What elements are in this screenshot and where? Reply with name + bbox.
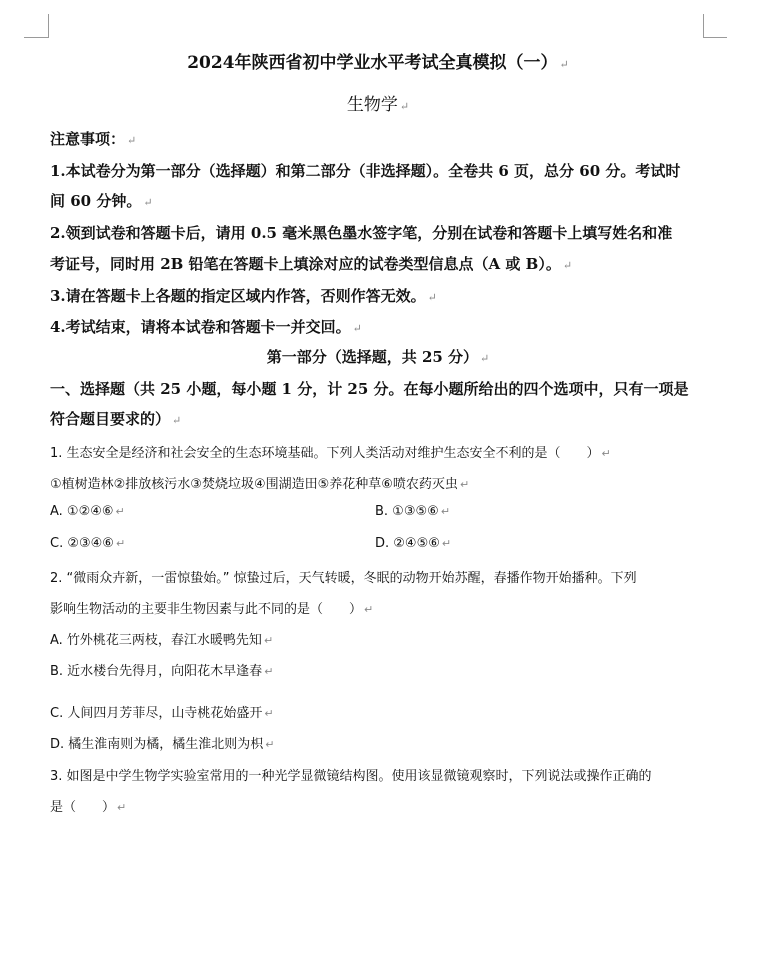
- paragraph-mark: ↵: [440, 505, 451, 518]
- question-3-stem-line-1: 3. 如图是中学生物学实验室常用的一种光学显微镜结构图。使用该显微镜观察时，下列说法或操作正确的: [50, 769, 652, 784]
- crop-mark-top-left-horizontal: [24, 37, 48, 38]
- exam-subject: 生物学 ↵: [346, 95, 410, 115]
- question-2-stem-line-1: 2. “微雨众卉新，一雷惊蛰始。” 惊蛰过后，天气转暖，冬眠的动物开始苏醒，春播作物开始播种。下列: [50, 571, 637, 586]
- paragraph-mark: ↵: [115, 537, 126, 550]
- question-1-option-b: B. ①③⑤⑥ ↵: [375, 504, 451, 519]
- notice-item-2-line-1: 2.领到试卷和答题卡后，请用 0.5 毫米黑色墨水签字笔，分别在试卷和答题卡上填写姓名和准: [50, 224, 673, 242]
- notice-item-4: 4.考试结束，请将本试卷和答题卡一并交回。 ↵: [50, 318, 362, 336]
- question-2-stem-line-2: 影响生物活动的主要非生物因素与此不同的是（ ） ↵: [50, 602, 374, 617]
- question-1-option-a: A. ①②④⑥ ↵: [50, 504, 125, 519]
- question-2-option-a: A. 竹外桃花三两枝，春江水暖鸭先知 ↵: [50, 633, 274, 648]
- paragraph-mark: ↵: [441, 537, 452, 550]
- notice-item-2-line-2: 考证号，同时用 2B 铅笔在答题卡上填涂对应的试卷类型信息点（A 或 B）。 ↵: [50, 255, 573, 273]
- paragraph-mark: ↵: [601, 447, 611, 460]
- paragraph-mark: ↵: [263, 634, 274, 647]
- paragraph-mark: ↵: [562, 259, 573, 272]
- notice-heading: 注意事项： ↵: [50, 130, 137, 148]
- paragraph-mark: ↵: [364, 603, 374, 616]
- paragraph-mark: ↵: [264, 665, 274, 678]
- question-1-option-c: C. ②③④⑥ ↵: [50, 536, 126, 551]
- paragraph-mark: ↵: [559, 58, 569, 71]
- paragraph-mark: ↵: [264, 707, 274, 720]
- crop-mark-top-right-vertical: [703, 14, 704, 38]
- part-one-heading: 第一部分（选择题，共 25 分） ↵: [266, 348, 490, 366]
- paragraph-mark: ↵: [172, 414, 182, 427]
- paragraph-mark: ↵: [127, 134, 137, 147]
- section-instructions-line-1: 一、选择题（共 25 小题，每小题 1 分，计 25 分。在每小题所给出的四个选项中，只有一项是: [50, 380, 689, 398]
- question-1-stem: 1. 生态安全是经济和社会安全的生态环境基础。下列人类活动对维护生态安全不利的是（ ） ↵: [50, 446, 611, 461]
- paragraph-mark: ↵: [143, 196, 153, 209]
- question-2-option-d: D. 橘生淮南则为橘，橘生淮北则为枳 ↵: [50, 737, 275, 752]
- notice-item-1-line-2: 间 60 分钟。 ↵: [50, 192, 153, 210]
- paragraph-mark: ↵: [352, 322, 362, 335]
- question-2-option-c: C. 人间四月芳菲尽，山寺桃花始盛开 ↵: [50, 706, 274, 721]
- paragraph-mark: ↵: [265, 738, 275, 751]
- notice-item-3: 3.请在答题卡上各题的指定区域内作答，否则作答无效。 ↵: [50, 287, 437, 305]
- crop-mark-top-right-horizontal: [703, 37, 727, 38]
- paragraph-mark: ↵: [459, 478, 470, 491]
- question-3-stem-line-2: 是（ ） ↵: [50, 800, 127, 815]
- paragraph-mark: ↵: [480, 352, 490, 365]
- exam-title: 2024年陕西省初中学业水平考试全真模拟（一） ↵: [187, 53, 569, 73]
- paragraph-mark: ↵: [115, 505, 125, 518]
- paragraph-mark: ↵: [117, 801, 127, 814]
- section-instructions-line-2: 符合题目要求的） ↵: [50, 410, 182, 428]
- notice-item-1-line-1: 1.本试卷分为第一部分（选择题）和第二部分（非选择题）。全卷共 6 页，总分 60 分。考试时: [50, 162, 681, 180]
- crop-mark-top-left-vertical: [48, 14, 49, 38]
- paragraph-mark: ↵: [399, 100, 410, 113]
- question-1-option-d: D. ②④⑤⑥ ↵: [375, 536, 452, 551]
- question-1-items: ①植树造林②排放核污水③焚烧垃圾④围湖造田⑤养花种草⑥喷农药灭虫 ↵: [50, 477, 470, 492]
- paragraph-mark: ↵: [427, 291, 437, 304]
- question-2-option-b: B. 近水楼台先得月，向阳花木早逢春 ↵: [50, 664, 274, 679]
